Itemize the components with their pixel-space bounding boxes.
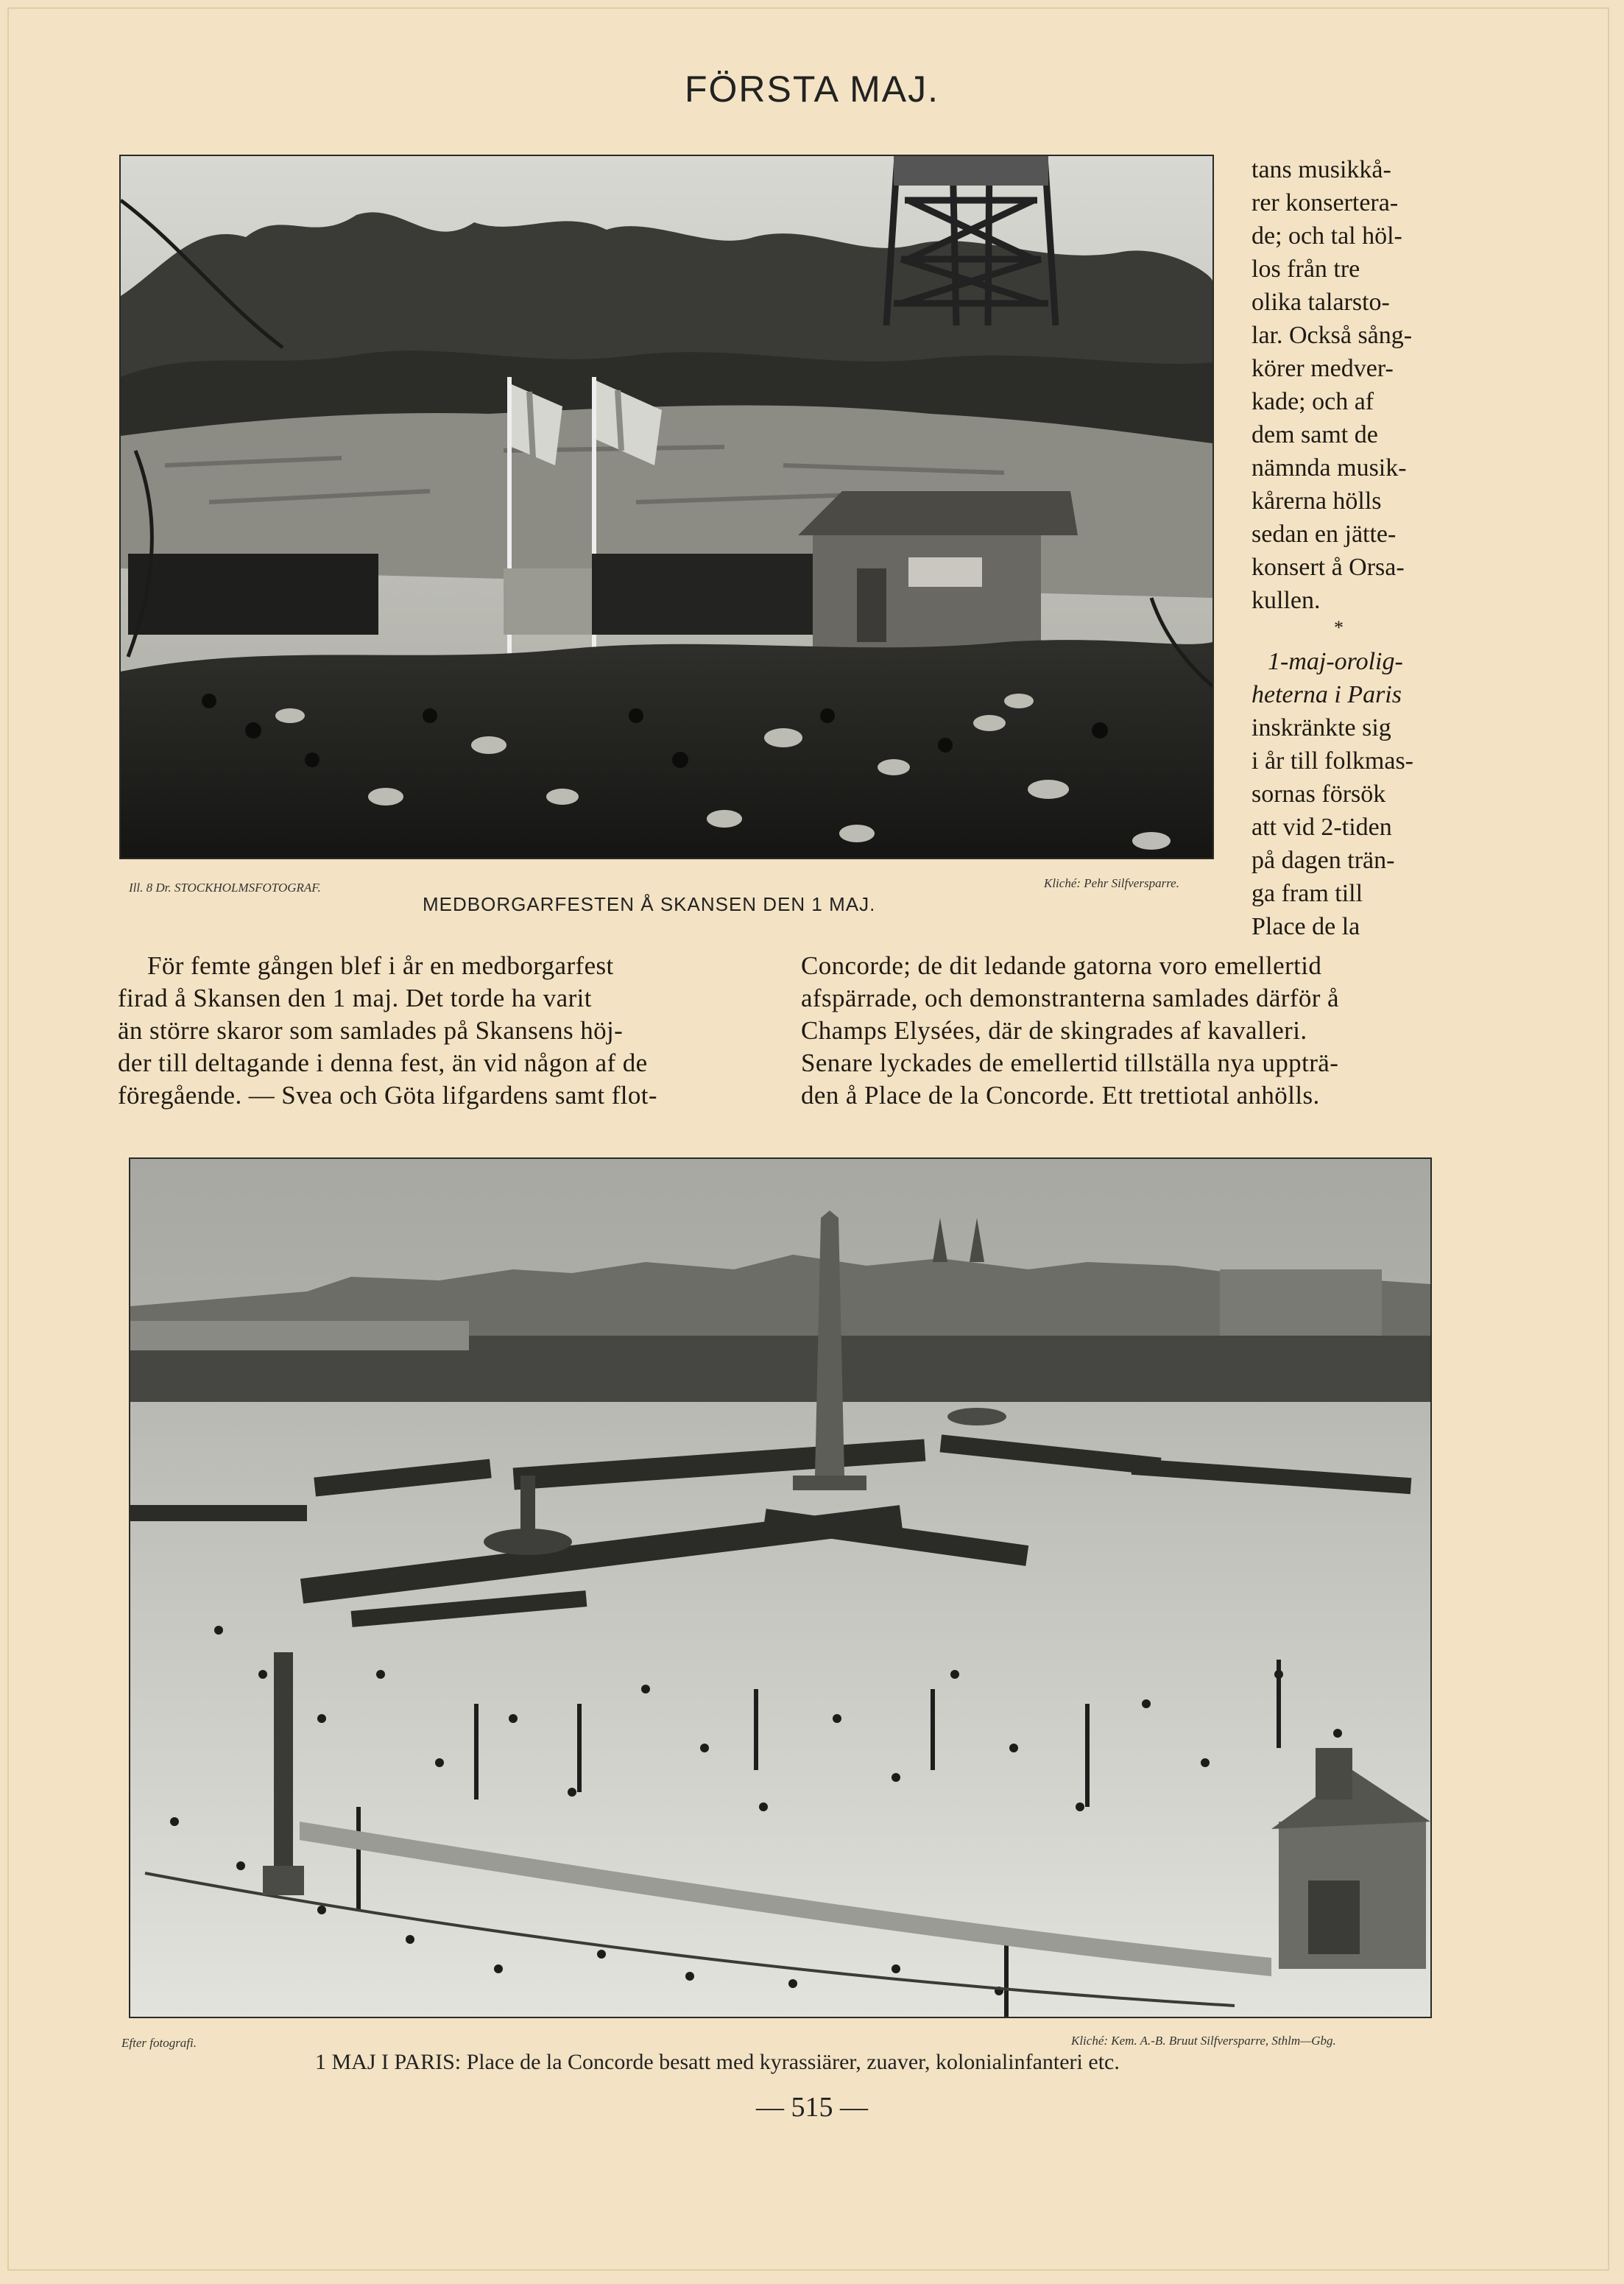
narrow-text-line: de; och tal höl- <box>1251 222 1402 250</box>
photo2-credit-right: Kliché: Kem. A.-B. Bruut Silfversparre, Sthlm—Gbg. <box>1071 2034 1336 2048</box>
narrow-text-line: Place de la <box>1251 913 1360 940</box>
body-text-line: än större skaror som samlades på Skansens höj- <box>118 1016 624 1045</box>
photo1-credit-left: Ill. 8 Dr. STOCKHOLMSFOTOGRAF. <box>129 881 321 895</box>
narrow-text-line: nämnda musik- <box>1251 454 1407 482</box>
body-text-line: afspärrade, och demonstranterna samlades därför å <box>801 984 1339 1012</box>
narrow-text-line: sornas försök <box>1251 780 1386 808</box>
narrow-text-line: 1-maj-orolig- <box>1268 648 1403 675</box>
narrow-text-line: i år till folkmas- <box>1251 747 1414 775</box>
narrow-text-line: los från tre <box>1251 255 1360 283</box>
narrow-text-line: tans musikkå- <box>1251 156 1391 183</box>
body-text-line: der till deltagande i denna fest, än vid någon af de <box>118 1048 648 1077</box>
body-text-line: Senare lyckades de emellertid tillställa nya uppträ- <box>801 1048 1339 1077</box>
page-number: — 515 — <box>756 2092 868 2123</box>
skansen-photo <box>119 155 1214 859</box>
narrow-text-line: sedan en jätte- <box>1251 521 1397 548</box>
narrow-text-line: kårerna hölls <box>1251 487 1382 515</box>
body-text-line: Champs Elysées, där de skingrades af kavalleri. <box>801 1016 1307 1045</box>
photo1-caption: MEDBORGARFESTEN Å SKANSEN DEN 1 MAJ. <box>423 893 876 915</box>
narrow-text-line: heterna i Paris <box>1251 681 1402 708</box>
narrow-text-line: körer medver- <box>1251 355 1394 382</box>
narrow-text-line: kade; och af <box>1251 388 1374 415</box>
photo2-caption: 1 MAJ I PARIS: Place de la Concorde besatt med kyrassiärer, zuaver, kolonialinfanteri etc. <box>315 2050 1120 2074</box>
narrow-text-line: dem samt de <box>1251 421 1378 448</box>
body-text-line: firad å Skansen den 1 maj. Det torde ha varit <box>118 984 592 1012</box>
body-text-line: den å Place de la Concorde. Ett trettiotal anhölls. <box>801 1081 1320 1110</box>
narrow-text-line: inskränkte sig <box>1251 714 1391 741</box>
body-text-line: föregående. — Svea och Göta lifgardens samt flot- <box>118 1081 657 1110</box>
narrow-text-line: konsert å Orsa- <box>1251 554 1405 581</box>
narrow-text-line: att vid 2-tiden <box>1251 814 1392 841</box>
page-header: FÖRSTA MAJ. <box>684 68 940 110</box>
section-separator: * <box>1334 617 1344 638</box>
narrow-text-line: kullen. <box>1251 587 1321 614</box>
photo1-credit-right: Kliché: Pehr Silfversparre. <box>1044 876 1179 890</box>
photo2-credit-left: Efter fotografi. <box>121 2036 197 2050</box>
body-text-line: Concorde; de dit ledande gatorna voro emellertid <box>801 951 1322 980</box>
body-text-line: För femte gången blef i år en medborgarfest <box>147 951 614 980</box>
narrow-text-line: olika talarsto- <box>1251 289 1390 316</box>
narrow-text-line: rer konsertera- <box>1251 189 1399 216</box>
narrow-text-line: lar. Också sång- <box>1251 322 1413 349</box>
concorde-photo <box>129 1157 1432 2018</box>
narrow-text-line: ga fram till <box>1251 880 1363 907</box>
narrow-text-line: på dagen trän- <box>1251 847 1395 874</box>
